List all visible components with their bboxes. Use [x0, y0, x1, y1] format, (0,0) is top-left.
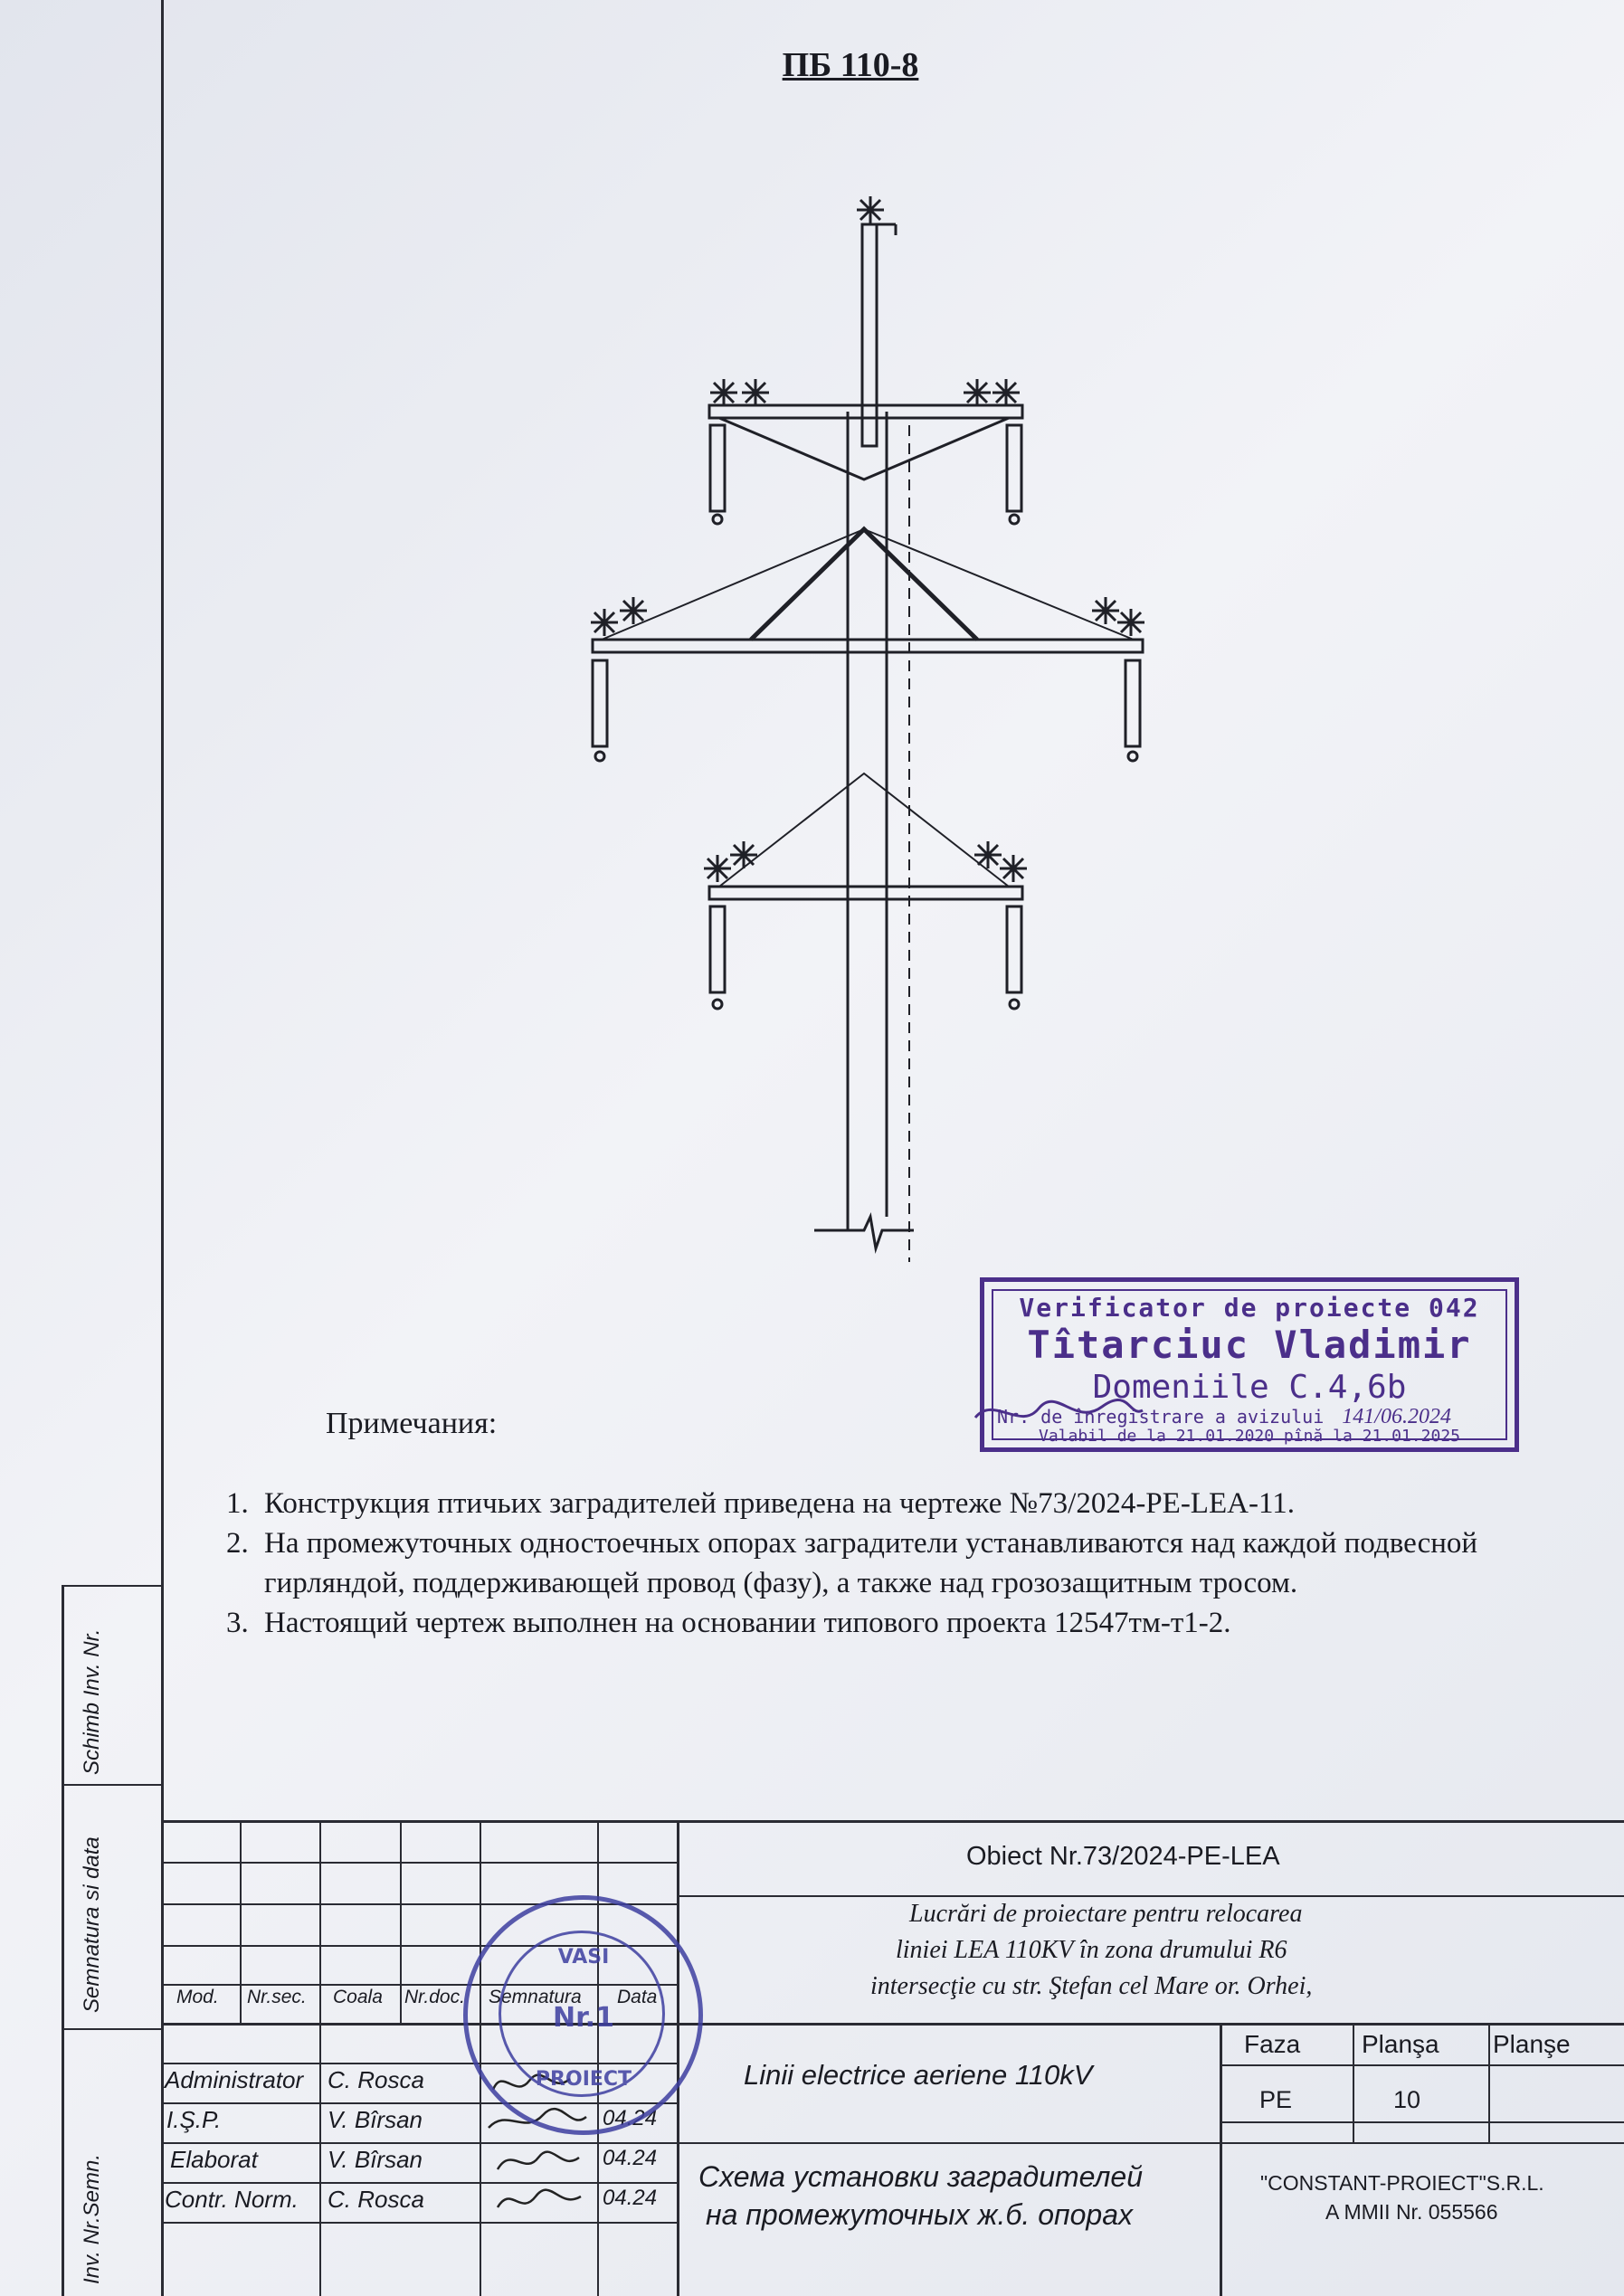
- col-nr-doc: Nr.doc.: [404, 1987, 465, 2007]
- col-data: Data: [617, 1987, 658, 2007]
- company-seal: [463, 1895, 703, 2135]
- margin-strip-divider: [62, 2028, 163, 2030]
- svg-text:VASI: VASI: [557, 1946, 610, 1969]
- top-crossarm-brace: [719, 418, 1009, 479]
- note-text: Настоящий чертеж выполнен на основании типового проекта 12547тм-т1-2.: [264, 1607, 1231, 1639]
- notes-heading: Примечания:: [326, 1407, 498, 1440]
- signer-name: C. Rosca: [328, 2186, 424, 2213]
- signer-role: I.Ş.P.: [166, 2106, 222, 2133]
- object-number: Obiect Nr.73/2024-PE-LEA: [966, 1842, 1280, 1871]
- sheet-title-line-1: Схема установки заградителей: [698, 2160, 1144, 2193]
- note-number: 2.: [226, 1527, 249, 1560]
- margin-strip-outer-line: [62, 1585, 64, 2296]
- stamp-registration-label: Nr. de înregistrare a avizului: [997, 1406, 1325, 1428]
- col-coala: Coala: [333, 1987, 383, 2007]
- company-license: A MMII Nr. 055566: [1325, 2200, 1498, 2224]
- signer-date: 04.24: [603, 2146, 658, 2170]
- svg-text:PROIECT: PROIECT: [535, 2068, 632, 2091]
- insulator-strings: [593, 425, 1140, 1009]
- faza-label: Faza: [1244, 2030, 1301, 2058]
- col-semnatura: Semnatura: [489, 1987, 582, 2007]
- note-item: [226, 1603, 1538, 1643]
- signer-role: Elaborat: [170, 2146, 258, 2173]
- col-mod: Mod.: [176, 1987, 219, 2007]
- pole-break: [814, 1217, 914, 1248]
- lower-crossarm-brace: [719, 773, 1009, 887]
- lower-crossarm: [709, 887, 1022, 899]
- signer-name: V. Bîrsan: [328, 2146, 423, 2173]
- middle-crossarm-struts: [751, 529, 977, 640]
- faza-value: PE: [1259, 2086, 1293, 2113]
- stamp-line-2: Tîtarciuc Vladimir: [1027, 1323, 1472, 1367]
- inv-nr-semn-label: Inv. Nr.Semn.: [80, 2153, 104, 2284]
- signer-role: Contr. Norm.: [165, 2186, 299, 2213]
- margin-strip-divider: [62, 1784, 163, 1786]
- project-line-3: intersecţie cu str. Ştefan cel Mare or. Orhei,: [870, 1972, 1313, 2000]
- plansa-value: 10: [1393, 2086, 1421, 2113]
- margin-strip-divider: [62, 1585, 163, 1587]
- schimb-inv-label: Schimb Inv. Nr.: [80, 1628, 104, 1775]
- note-text: На промежуточных одностоечных опорах заградители устанавливаются над каждой подвесной гирляндой, поддерживающей провод (фазу), а также над грозозащитным тросом.: [264, 1527, 1478, 1599]
- stamp-line-3: Domeniile C.4,6b: [1092, 1369, 1407, 1406]
- verifier-stamp: [980, 1277, 1519, 1452]
- signer-date: 04.24: [603, 2106, 658, 2130]
- note-item: [226, 1484, 1538, 1523]
- signer-name: V. Bîrsan: [328, 2106, 423, 2133]
- note-text: Конструкция птичьих заградителей приведена на чертеже №73/2024-PE-LEA-11.: [264, 1487, 1295, 1520]
- project-line-1: Lucrări de proiectare pentru relocarea: [909, 1900, 1303, 1928]
- col-nr-sec: Nr.sec.: [247, 1987, 307, 2007]
- section-title: Linii electrice aeriene 110kV: [744, 2059, 1093, 2091]
- top-crossarm: [709, 405, 1022, 418]
- plansa-label: Planşa: [1362, 2030, 1439, 2058]
- drawing-title: ПБ 110-8: [782, 46, 919, 84]
- note-item: [226, 1523, 1538, 1603]
- signer-date: 04.24: [603, 2186, 658, 2210]
- bird-deterrents: [591, 196, 1144, 882]
- signer-name: C. Rosca: [328, 2066, 424, 2093]
- project-line-2: liniei LEA 110KV în zona drumului R6: [896, 1936, 1287, 1964]
- signer-role: Administrator: [165, 2066, 304, 2093]
- company-name: "CONSTANT-PROIECT"S.R.L.: [1260, 2171, 1544, 2195]
- semnatura-data-label: Semnatura si data: [80, 1836, 104, 2013]
- svg-text:Nr.1: Nr.1: [553, 2002, 614, 2034]
- stamp-line-1: Verificator de proiecte 042: [1019, 1293, 1480, 1323]
- note-number: 1.: [226, 1487, 249, 1520]
- stamp-line-5: Valabil de la 21.01.2020 pînă la 21.01.2025: [1039, 1427, 1460, 1446]
- sheet-title-line-2: на промежуточных ж.б. опорах: [706, 2198, 1133, 2231]
- middle-crossarm: [593, 640, 1143, 652]
- earthwire-peak: [862, 224, 877, 446]
- note-number: 3.: [226, 1607, 249, 1639]
- stamp-registration-value: 141/06.2024: [1342, 1405, 1451, 1428]
- planse-label: Planşe: [1493, 2030, 1571, 2058]
- notes-list: [226, 1484, 1538, 1643]
- verifier-signature: [966, 1390, 1147, 1436]
